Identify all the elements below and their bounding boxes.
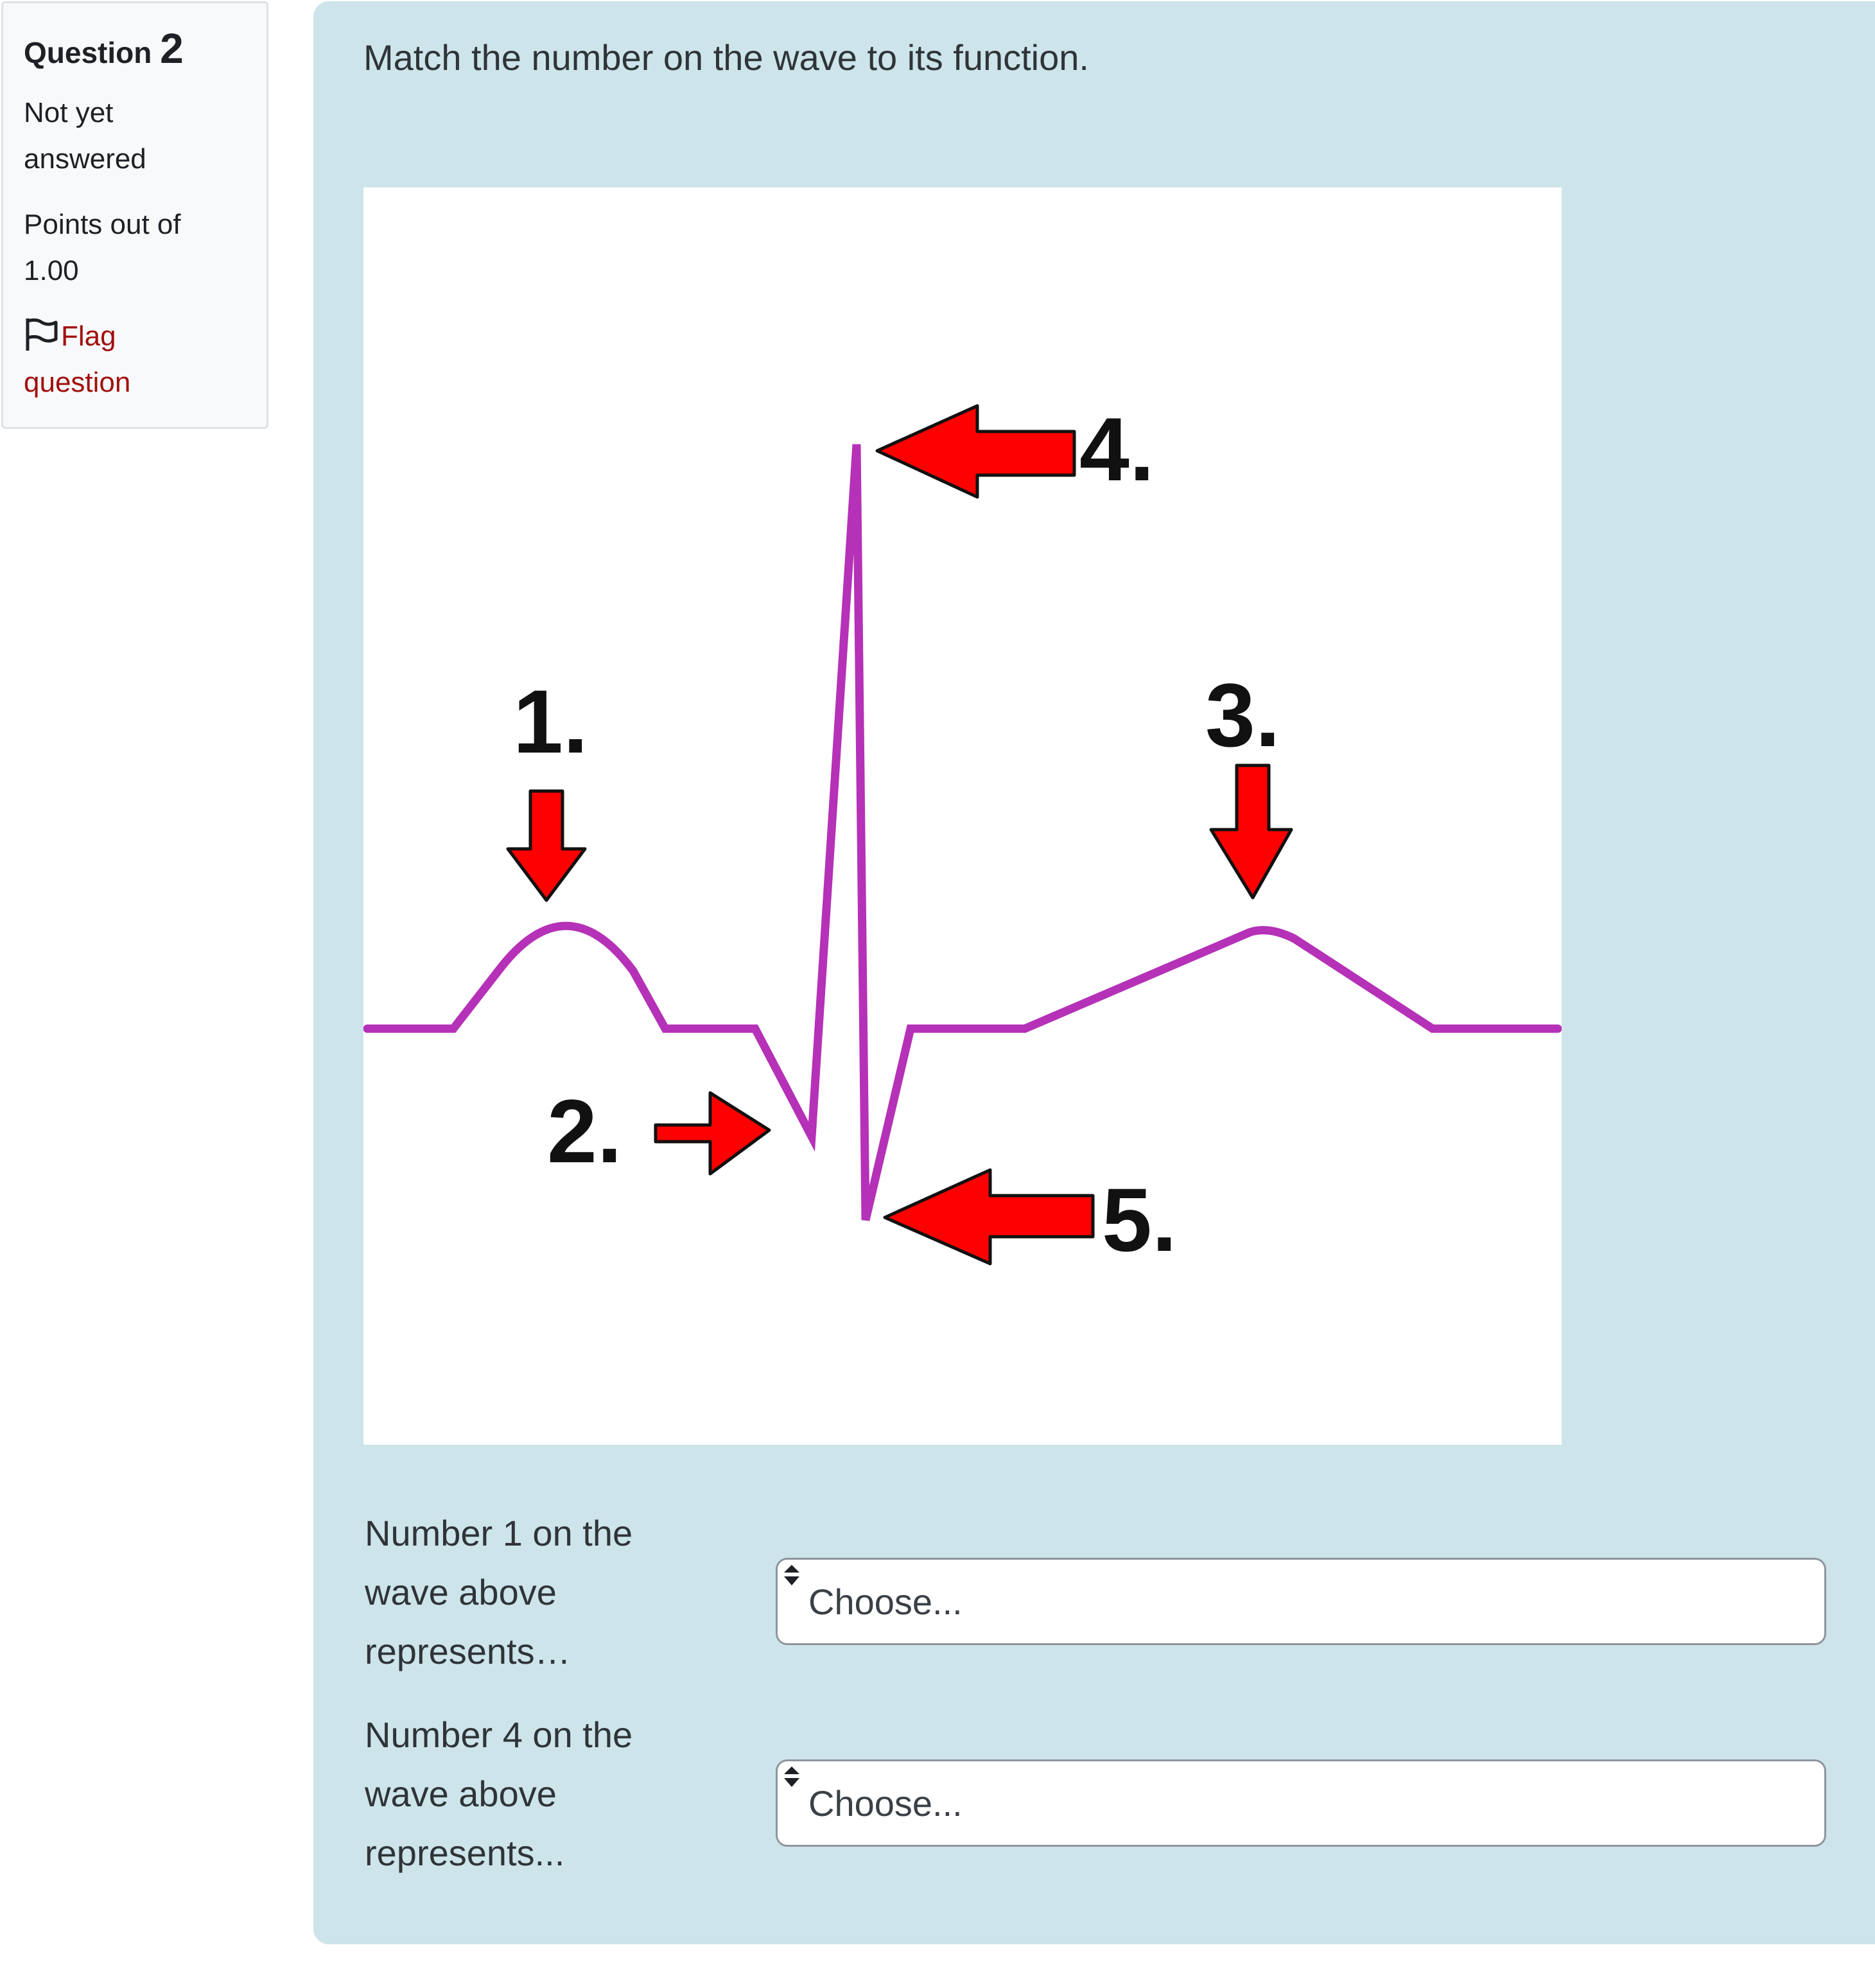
arrow-4 (877, 406, 1074, 497)
match-label-2: Number 4 on the wave above represents... (365, 1714, 633, 1873)
wave-label-1: 1. (513, 671, 588, 772)
question-grade: Points out of 1.00 (24, 209, 181, 286)
match-select-2-value: Choose... (808, 1783, 963, 1824)
question-info (1, 1, 268, 429)
flag-outline-icon (24, 317, 58, 352)
wave-label-2: 2. (547, 1081, 622, 1181)
match-select-2[interactable] (776, 1759, 1826, 1847)
question-text: Match the number on the wave to its function. (363, 37, 1089, 78)
question-number-heading (24, 24, 246, 72)
wave-label-3: 3. (1205, 665, 1280, 765)
arrow-2 (656, 1093, 769, 1174)
wave-label-4: 4. (1079, 399, 1155, 500)
question-number: 2 (160, 24, 184, 72)
arrow-1 (508, 791, 585, 900)
ecg-wave-figure (363, 187, 1562, 1445)
flag-question-label: Flag question (24, 320, 131, 398)
arrow-5 (885, 1170, 1093, 1264)
match-select-1[interactable] (776, 1558, 1826, 1645)
question-state: Not yet answered (24, 97, 146, 175)
arrow-3 (1211, 765, 1291, 898)
question-label: Question (24, 36, 152, 69)
wave-label-5: 5. (1102, 1169, 1177, 1270)
select-arrows-icon (780, 1764, 803, 1796)
question-content (313, 1, 1875, 1944)
match-label-1: Number 1 on the wave above represents… (365, 1513, 633, 1671)
select-arrows-icon (780, 1562, 803, 1594)
match-select-1-value: Choose... (808, 1582, 963, 1622)
flag-question-link[interactable] (24, 313, 216, 406)
